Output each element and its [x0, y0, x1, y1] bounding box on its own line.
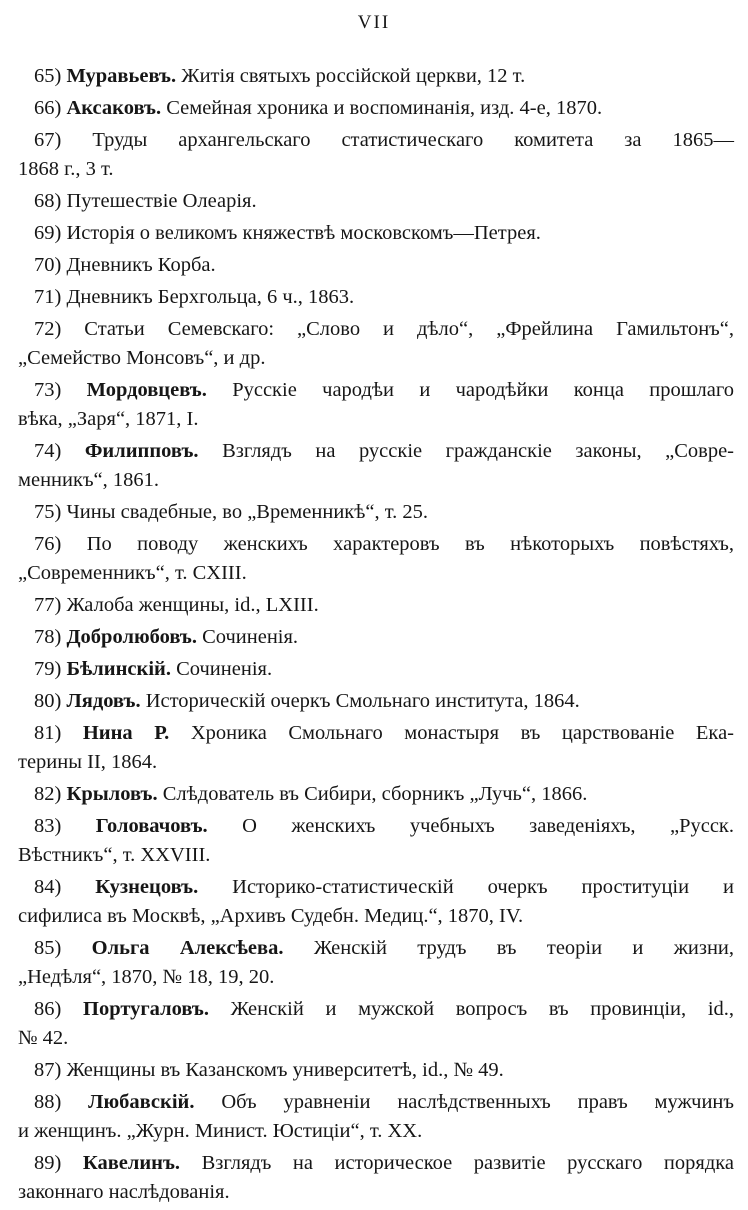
entry-line: [18, 719, 734, 748]
bibliography-entry: [18, 995, 734, 1053]
bibliography-entry: [18, 623, 734, 652]
entry-text: Взглядъ на русскіе гражданскіе законы, „Совре-: [222, 440, 735, 462]
entry-number: 66): [34, 97, 62, 119]
entry-author: Головачовъ.: [95, 815, 208, 837]
entry-author: Аксаковъ.: [66, 97, 162, 119]
entry-author: Лядовъ.: [66, 690, 141, 712]
entry-number: 79): [34, 658, 62, 680]
entry-text: Дневникъ Берхгольца, 6 ч., 1863.: [66, 286, 355, 308]
bibliography-entry: [18, 376, 734, 434]
entry-line: [18, 376, 734, 405]
bibliography-entry: [18, 437, 734, 495]
bibliography-entry: [18, 873, 734, 931]
entry-number: 75): [34, 501, 62, 523]
entry-line: [18, 187, 734, 216]
entry-text: Сочиненія.: [176, 658, 273, 680]
entry-text: терины II, 1864.: [18, 751, 158, 773]
entry-number: 80): [34, 690, 62, 712]
entry-text: Жалоба женщины, id., LXIII.: [66, 594, 319, 616]
bibliography-entry: [18, 126, 734, 184]
bibliography-entry: [18, 530, 734, 588]
entry-line: [18, 62, 734, 91]
entry-text: Статьи Семевскаго: „Слово и дѣло“, „Фрейлина Гамильтонъ“,: [84, 318, 734, 340]
entry-text: О женскихъ учебныхъ заведеніяхъ, „Русск.: [242, 815, 735, 837]
entry-number: 84): [34, 876, 62, 898]
entry-line: [18, 405, 734, 434]
bibliography-entry: [18, 719, 734, 777]
entry-number: 72): [34, 318, 62, 340]
entry-line: [18, 219, 734, 248]
bibliography-entry: [18, 591, 734, 620]
bibliography-entry: [18, 62, 734, 91]
entry-line: [18, 466, 734, 495]
entry-text: Путешествіе Олеарія.: [66, 190, 257, 212]
entry-text: сифилиса въ Москвѣ, „Архивъ Судебн. Медиц.“, 1870, IV.: [18, 905, 524, 927]
entry-text: „Недѣля“, 1870, № 18, 19, 20.: [18, 966, 275, 988]
entry-text: 1868 г., 3 т.: [18, 158, 114, 180]
entry-number: 73): [34, 379, 62, 401]
entry-line: [18, 126, 734, 155]
bibliography-entry: [18, 1056, 734, 1085]
bibliography-entry: [18, 94, 734, 123]
entry-text: Чины свадебные, во „Временникѣ“, т. 25.: [66, 501, 429, 523]
bibliography-entry: [18, 315, 734, 373]
entry-text: По поводу женскихъ характеровъ въ нѣкоторыхъ повѣстяхъ,: [86, 533, 735, 555]
entry-line: [18, 1178, 734, 1207]
entry-author: Кавелинъ.: [82, 1152, 181, 1174]
entry-number: 83): [34, 815, 62, 837]
entry-line: [18, 963, 734, 992]
entry-number: 74): [34, 440, 62, 462]
bibliography-entry: [18, 187, 734, 216]
entry-text: Вѣстникъ“, т. XXVIII.: [18, 844, 211, 866]
entry-line: [18, 1024, 734, 1053]
bibliography-entry: [18, 219, 734, 248]
entry-number: 85): [34, 937, 62, 959]
entry-author: Добролюбовъ.: [66, 626, 197, 648]
entry-line: [18, 873, 734, 902]
bibliography-list: [18, 62, 734, 1210]
entry-text: Труды архангельскаго статистическаго комитета за 1865—: [92, 129, 735, 151]
entry-line: [18, 655, 734, 684]
entry-text: № 42.: [18, 1027, 69, 1049]
entry-text: Женскій трудъ въ теоріи и жизни,: [313, 937, 735, 959]
entry-number: 87): [34, 1059, 62, 1081]
entry-text: Женскій и мужской вопросъ въ провинціи, id.,: [230, 998, 735, 1020]
entry-line: [18, 934, 734, 963]
entry-author: Ольга Алексѣева.: [91, 937, 284, 959]
entry-author: Филипповъ.: [84, 440, 199, 462]
entry-line: [18, 498, 734, 527]
entry-text: менникъ“, 1861.: [18, 469, 160, 491]
entry-text: Историко-статистическій очеркъ проституціи и: [232, 876, 734, 898]
bibliography-entry: [18, 498, 734, 527]
entry-number: 76): [34, 533, 62, 555]
entry-line: [18, 315, 734, 344]
entry-line: [18, 283, 734, 312]
entry-number: 86): [34, 998, 62, 1020]
entry-text: Взглядъ на историческое развитіе русскаго порядка: [201, 1152, 735, 1174]
entry-line: [18, 841, 734, 870]
entry-line: [18, 623, 734, 652]
bibliography-entry: [18, 1149, 734, 1207]
page-number: VII: [357, 12, 391, 33]
entry-line: [18, 559, 734, 588]
entry-number: 89): [34, 1152, 62, 1174]
entry-line: [18, 902, 734, 931]
entry-number: 77): [34, 594, 62, 616]
entry-text: Русскіе чародѣи и чародѣйки конца прошлаго: [232, 379, 735, 401]
entry-number: 82): [34, 783, 62, 805]
entry-author: Бѣлинскій.: [66, 658, 171, 680]
bibliography-entry: [18, 1088, 734, 1146]
entry-number: 67): [34, 129, 62, 151]
entry-line: [18, 995, 734, 1024]
entry-line: [18, 1149, 734, 1178]
entry-number: 69): [34, 222, 62, 244]
entry-text: Историческій очеркъ Смольнаго института, 1864.: [145, 690, 580, 712]
entry-line: [18, 687, 734, 716]
entry-author: Мордовцевъ.: [86, 379, 207, 401]
entry-text: „Семейство Монсовъ“, и др.: [18, 347, 266, 369]
entry-number: 78): [34, 626, 62, 648]
entry-author: Нина Р.: [82, 722, 170, 744]
entry-author: Крыловъ.: [66, 783, 158, 805]
entry-text: законнаго наслѣдованія.: [18, 1181, 230, 1203]
entry-line: [18, 1088, 734, 1117]
entry-text: Женщины въ Казанскомъ университетѣ, id., № 49.: [66, 1059, 504, 1081]
entry-line: [18, 94, 734, 123]
bibliography-entry: [18, 812, 734, 870]
entry-text: Исторія о великомъ княжествѣ московскомъ—Петрея.: [66, 222, 541, 244]
entry-text: Сочиненія.: [202, 626, 299, 648]
entry-line: [18, 748, 734, 777]
entry-text: „Современникъ“, т. CXIII.: [18, 562, 247, 584]
entry-line: [18, 344, 734, 373]
entry-line: [18, 812, 734, 841]
entry-text: Дневникъ Корба.: [66, 254, 216, 276]
entry-text: Слѣдователь въ Сибири, сборникъ „Лучь“, 1866.: [162, 783, 588, 805]
entry-number: 88): [34, 1091, 62, 1113]
entry-author: Кузнецовъ.: [95, 876, 199, 898]
entry-text: вѣка, „Заря“, 1871, I.: [18, 408, 199, 430]
entry-text: Объ уравненіи наслѣдственныхъ правъ мужчинъ: [221, 1091, 734, 1113]
entry-line: [18, 780, 734, 809]
entry-text: Хроника Смольнаго монастыря въ царствованіе Ека-: [190, 722, 734, 744]
entry-author: Португаловъ.: [83, 998, 209, 1020]
bibliography-entry: [18, 780, 734, 809]
entry-number: 81): [34, 722, 62, 744]
entry-line: [18, 437, 734, 466]
entry-line: [18, 1056, 734, 1085]
entry-line: [18, 530, 734, 559]
entry-number: 68): [34, 190, 62, 212]
entry-line: [18, 591, 734, 620]
entry-line: [18, 1117, 734, 1146]
entry-text: Житія святыхъ россійской церкви, 12 т.: [181, 65, 526, 87]
entry-number: 71): [34, 286, 62, 308]
bibliography-entry: [18, 687, 734, 716]
entry-author: Любавскій.: [88, 1091, 195, 1113]
entry-number: 65): [34, 65, 62, 87]
bibliography-entry: [18, 934, 734, 992]
entry-number: 70): [34, 254, 62, 276]
bibliography-entry: [18, 655, 734, 684]
bibliography-entry: [18, 251, 734, 280]
entry-line: [18, 155, 734, 184]
entry-text: и женщинъ. „Журн. Минист. Юстиціи“, т. XX.: [18, 1120, 423, 1142]
entry-text: Семейная хроника и воспоминанія, изд. 4-е, 1870.: [166, 97, 603, 119]
entry-author: Муравьевъ.: [66, 65, 177, 87]
entry-line: [18, 251, 734, 280]
bibliography-entry: [18, 283, 734, 312]
